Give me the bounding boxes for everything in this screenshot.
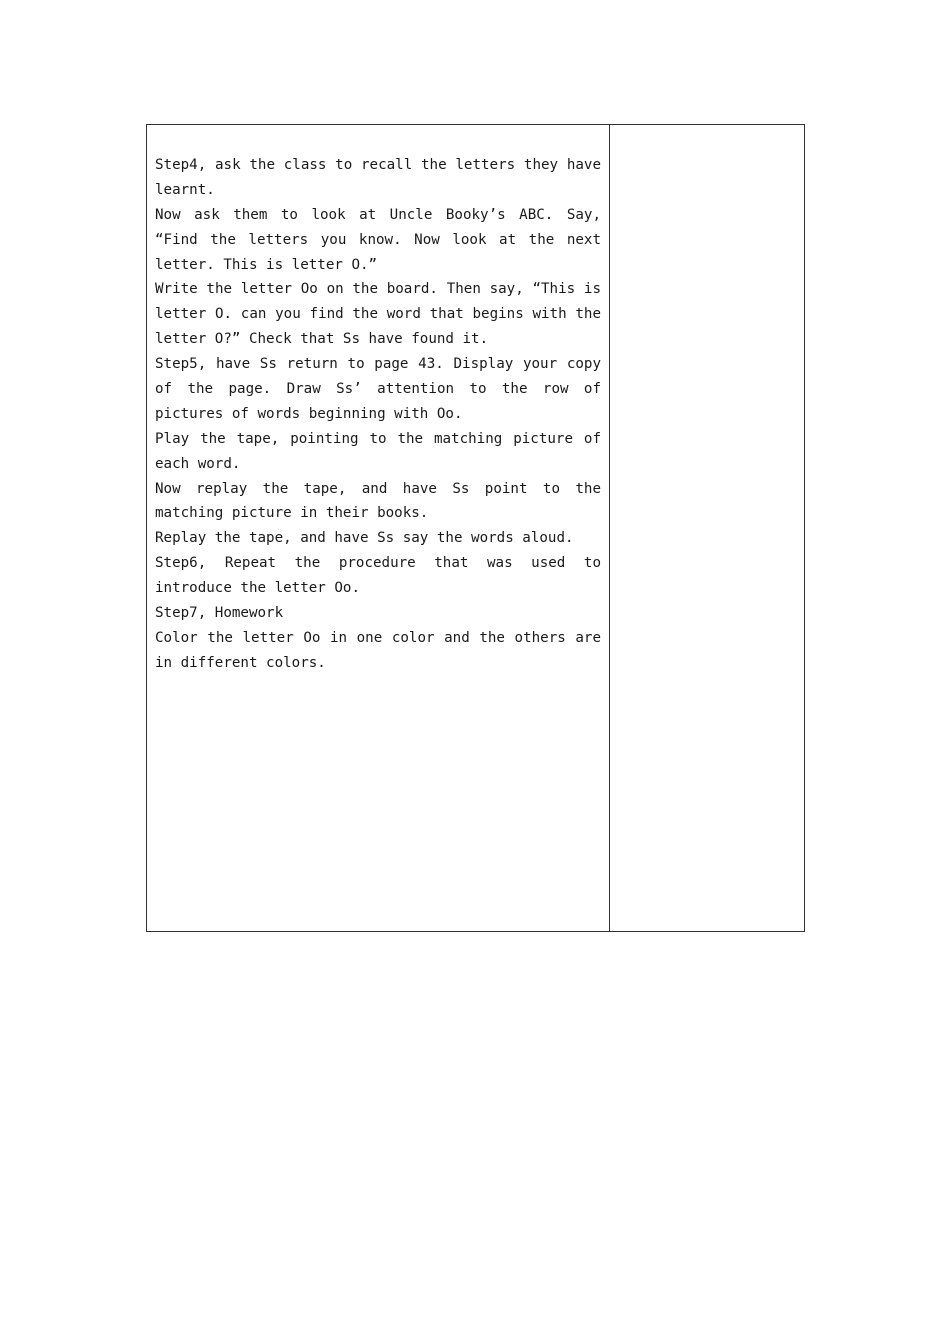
text-line: learnt. [155, 181, 215, 198]
text-line: Step7, Homework [155, 605, 284, 622]
text-line: letter. This is letter O.” [155, 256, 378, 273]
text-line: matching picture in their books. [155, 505, 429, 522]
text-line: Now replay the tape, and have Ss point to the [155, 480, 601, 497]
text-line: Color the letter Oo in one color and the others are [155, 629, 601, 646]
text-line: Now ask them to look at Uncle Booky’s ABC. Say, [155, 206, 601, 223]
text-line: Step4, ask the class to recall the letters they have [155, 157, 601, 173]
text-line: Write the letter Oo on the board. Then say, “This is [155, 281, 601, 298]
text-line: “Find the letters you know. Now look at the next [155, 231, 601, 248]
text-line: in different colors. [155, 654, 326, 671]
text-line: pictures of words beginning with Oo. [155, 405, 463, 422]
text-line: Step6, Repeat the procedure that was used to [155, 555, 601, 572]
text-line: letter O?” Check that Ss have found it. [155, 331, 489, 348]
notes-cell [610, 125, 804, 931]
text-line: Replay the tape, and have Ss say the words aloud. [155, 530, 574, 547]
text-line: introduce the letter Oo. [155, 580, 360, 597]
lesson-steps-cell [147, 125, 610, 931]
text-line: Step5, have Ss return to page 43. Display your copy [155, 356, 601, 373]
text-line: letter O. can you find the word that begins with the [155, 306, 601, 323]
text-line: of the page. Draw Ss’ attention to the row of [155, 381, 601, 398]
lesson-table [146, 124, 805, 932]
text-line: each word. [155, 455, 241, 472]
text-line: Play the tape, pointing to the matching picture of [155, 430, 601, 447]
